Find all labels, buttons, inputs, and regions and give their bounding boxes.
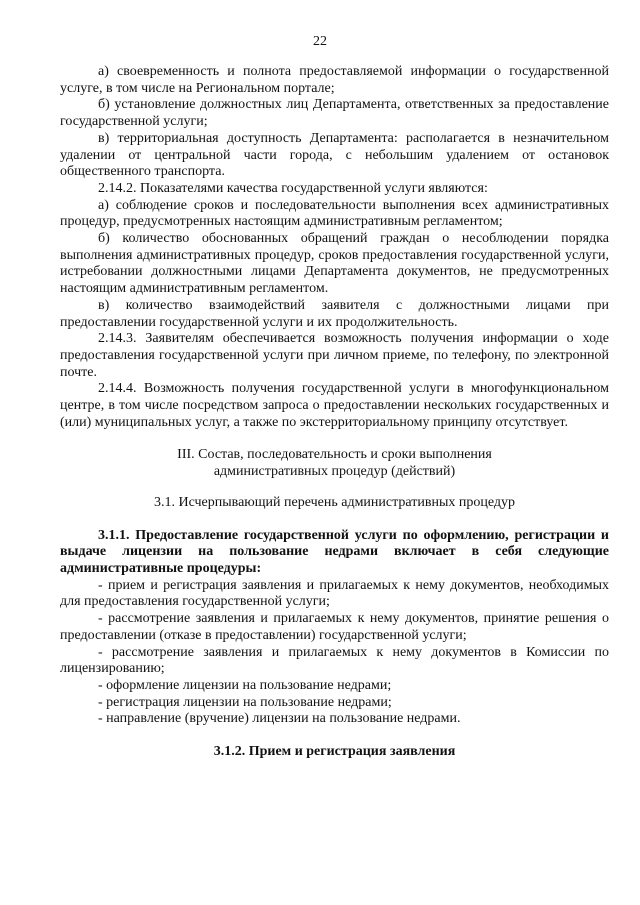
paragraph: а) своевременность и полнота предоставляемой информации о государственной услуге, в том числе на Региональном портале; — [60, 64, 609, 96]
paragraph: 2.14.4. Возможность получения государственной услуги в многофункциональном центре, в том числе посредством запроса о предоставлении нескольких государственных и (или) муниципальных услуг, а также по экстерриториальному принципу отсутствует. — [60, 381, 609, 430]
section-heading-line: III. Состав, последовательность и сроки выполнения — [177, 447, 492, 463]
bold-paragraph: 3.1.1. Предоставление государственной услуги по оформлению, регистрации и выдаче лицензии на пользование недрами включает в себя следующие административные процедуры: — [60, 527, 609, 576]
list-item: - прием и регистрация заявления и прилагаемых к нему документов, необходимых для предоставления государственной услуги; — [60, 577, 609, 610]
document-body — [60, 64, 609, 761]
list-item: - направление (вручение) лицензии на пользование недрами. — [98, 711, 461, 727]
list-item: - оформление лицензии на пользование недрами; — [98, 677, 392, 693]
paragraph: в) территориальная доступность Департамента: располагается в незначительном удалении от центральной части города, с небольшим удалением от остановок общественного транспорта. — [60, 130, 609, 180]
spacer — [60, 431, 609, 447]
spacer — [60, 481, 609, 495]
paragraph: в) количество взаимодействий заявителя с должностными лицами при предоставлении государственной услуги и их продолжительность. — [60, 297, 609, 330]
spacer — [60, 728, 609, 744]
subsection-heading: 3.1. Исчерпывающий перечень административных процедур — [153, 494, 516, 510]
paragraph: а) соблюдение сроков и последовательности выполнения всех административных процедур, предусмотренных настоящим административным регламентом; — [60, 197, 609, 230]
section-heading-line: административных процедур (действий) — [213, 464, 456, 480]
spacer — [60, 512, 609, 528]
paragraph: 2.14.2. Показателями качества государственной услуги являются: — [98, 180, 488, 196]
paragraph: б) установление должностных лиц Департамента, ответственных за предоставление государственной услуги; — [60, 97, 609, 130]
list-item: - рассмотрение заявления и прилагаемых к нему документов в Комиссии по лицензированию; — [60, 644, 609, 677]
list-item: - рассмотрение заявления и прилагаемых к нему документов, принятие решения о предоставлении (отказе в предоставлении) государственной услуги; — [60, 611, 609, 643]
paragraph: 2.14.3. Заявителям обеспечивается возможность получения информации о ходе предоставления государственной услуги при личном приеме, по телефону, по электронной почте. — [60, 331, 609, 380]
final-heading: 3.1.2. Прием и регистрация заявления — [213, 744, 456, 760]
list-item: - регистрация лицензии на пользование недрами; — [98, 694, 392, 710]
paragraph: б) количество обоснованных обращений граждан о несоблюдении порядка выполнения административных процедур, сроков предоставления государственной услуги, истребовании должностными лицами Департамента документов, не предусмотренных настоящим административным регламентом. — [60, 231, 609, 297]
page-number: 22 — [313, 34, 327, 49]
